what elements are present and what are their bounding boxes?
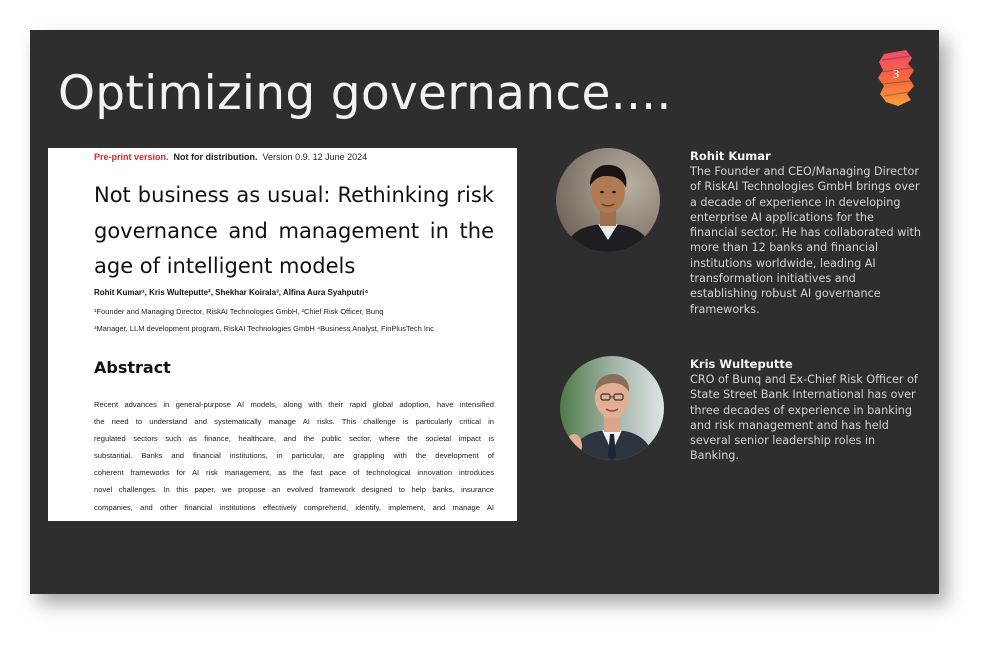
- presentation-slide: [30, 30, 939, 594]
- preprint-notice: [94, 152, 367, 162]
- abstract-line: substantial. Banks and financial institutions, in particular, are grappling with the development of: [94, 451, 494, 461]
- person-bio: The Founder and CEO/Managing Director of RiskAI Technologies GmbH brings over a decade of experience in developing enterprise AI applications for the financial sector. He has collaborated with more than 12 banks and financial institutions worldwide, leading AI transformation initiatives and establishing robust AI governance frameworks.: [690, 165, 921, 316]
- paper-preview: [48, 148, 517, 521]
- abstract-line: companies, and other financial institutions effectively comprehend, identify, implement, and manage AI: [94, 502, 494, 512]
- slide-title: Optimizing governance....: [58, 66, 672, 121]
- person-bio: CRO of Bunq and Ex-Chief Risk Officer of State Street Bank International has over three decades of experience in banking and risk management and has held several senior leadership roles in Banking.: [690, 373, 918, 463]
- affiliation-line-1: ¹Founder and Managing Director, RiskAI Technologies GmbH, ²Chief Risk Officer, Bunq: [94, 307, 384, 316]
- abstract-line: the need to understand and systematically manage AI risks. This challenge is particularly critical in: [94, 417, 494, 427]
- abstract-text: [94, 396, 494, 516]
- version-date: Version 0.9. 12 June 2024: [262, 152, 368, 162]
- portrait-photo: [556, 148, 660, 252]
- abstract-line: regulated sectors such as finance, healthcare, and the public sector, where the societal impact is: [94, 434, 494, 444]
- portrait-photo: [560, 356, 664, 460]
- abstract-line: Recent advances in general-purpose AI models, along with their rapid global adoption, have intensified: [94, 400, 494, 409]
- page-number: 3: [892, 68, 900, 81]
- person-name: Kris Wulteputte: [690, 357, 793, 371]
- affiliation-line-2: ³Manager, LLM development program, RiskAI Technologies GmbH ⁴Business Analyst, FinPlusTech Inc: [94, 324, 434, 333]
- abstract-line: novel challenges. In this paper, we propose an evolved framework designed to help banks, insurance: [94, 485, 494, 495]
- abstract-heading: Abstract: [94, 358, 171, 377]
- person-name: Rohit Kumar: [690, 149, 771, 163]
- paper-authors: Rohit Kumar¹, Kris Wulteputte², Shekhar Koirala³, Alfina Aura Syahputri⁴: [94, 288, 369, 297]
- paper-title: Not business as usual: Rethinking risk governance and management in the age of intelligent models: [94, 183, 494, 278]
- avatar-rohit-kumar: [556, 148, 660, 252]
- avatar-kris-wulteputte: [560, 356, 664, 460]
- distribution-notice: Not for distribution.: [173, 152, 258, 162]
- page-number-badge: [876, 48, 916, 108]
- preprint-label: Pre-print version.: [94, 152, 169, 162]
- abstract-line: coherent frameworks for AI risk management, as the fast pace of technological innovation introduces: [94, 468, 494, 478]
